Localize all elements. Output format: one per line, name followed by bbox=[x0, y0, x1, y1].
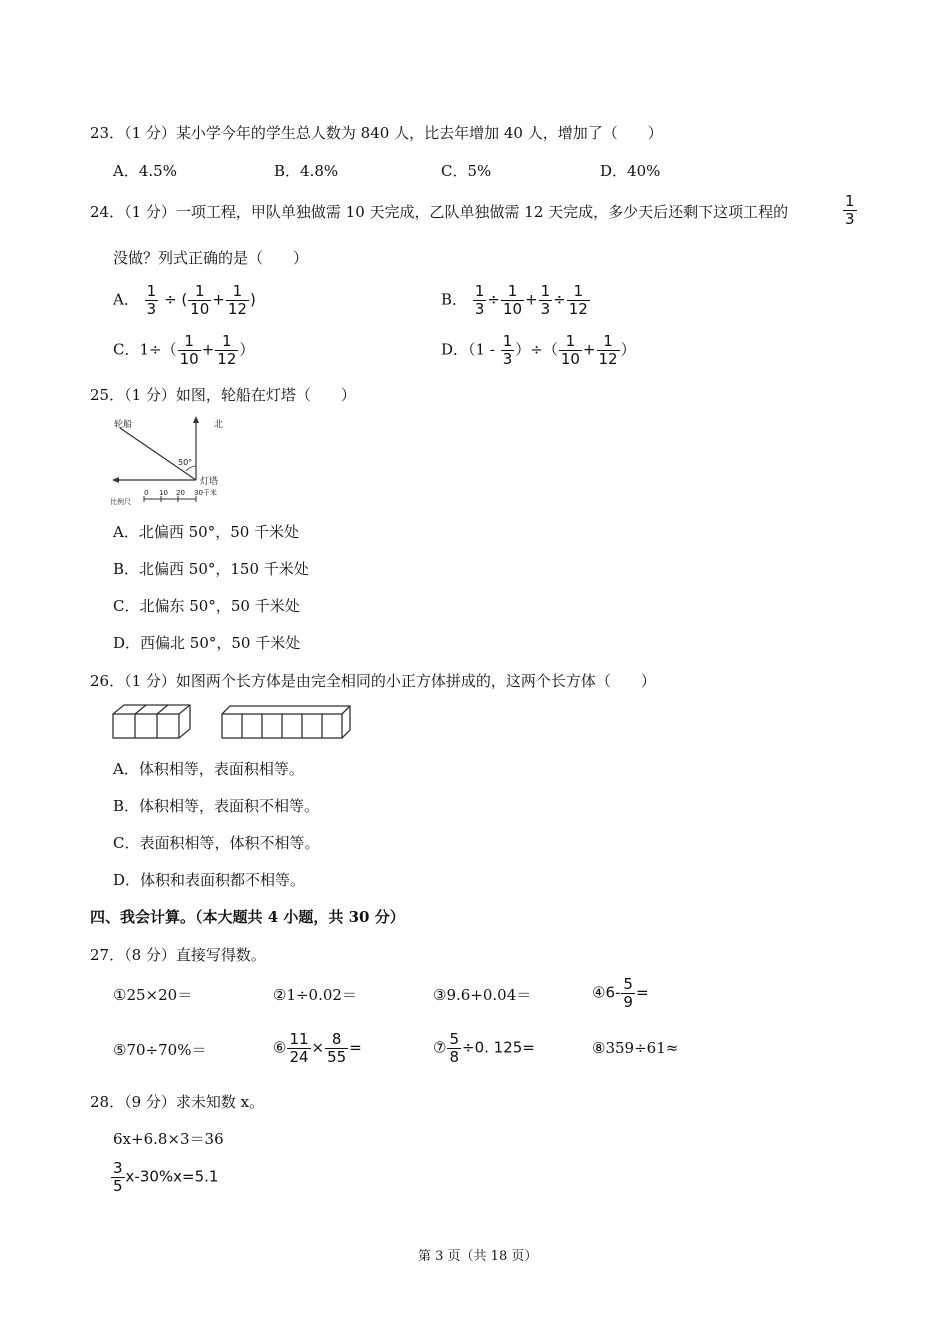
north-arrowhead bbox=[193, 416, 199, 423]
q23-option-d: D．40% bbox=[600, 162, 661, 180]
q24-option-b: B． $\frac{1}{3}$ ÷ $\frac{1}{10}$ + $\frac{1}{3}$ ÷ $\frac{1}{12}$ bbox=[441, 282, 588, 318]
q23-option-a: A．4.5% bbox=[113, 162, 177, 180]
q27-item-7: ⑦ $\frac{5}{8}$ ÷0. 125= bbox=[433, 1030, 535, 1066]
q23-option-b: B．4.8% bbox=[274, 162, 339, 180]
q28-stem: 28．（9 分）求未知数 x。 bbox=[90, 1093, 265, 1111]
q26-cuboids-figure bbox=[110, 702, 355, 744]
q26-option-b: B．体积相等，表面积不相等。 bbox=[113, 797, 320, 815]
q23-stem: 23．（1 分）某小学今年的学生总人数为 840 人，比去年增加 40 人，增加了（ ） bbox=[90, 124, 663, 142]
scale-tick-label-30: 30千米 bbox=[194, 489, 217, 497]
ship-label: 轮船 bbox=[114, 420, 133, 430]
q27-item-2: ②1÷0.02＝ bbox=[273, 986, 357, 1004]
scale-tick-label-0: 0 bbox=[144, 489, 149, 497]
q27-item-6: ⑥ $\frac{11}{24}$ × $\frac{8}{55}$ = bbox=[273, 1030, 362, 1066]
q25-option-a: A．北偏西 50°，50 千米处 bbox=[113, 523, 300, 541]
q26-stem: 26．（1 分）如图两个长方体是由完全相同的小正方体拼成的，这两个长方体（ ） bbox=[90, 672, 656, 690]
q27-stem: 27．（8 分）直接写得数。 bbox=[90, 946, 266, 964]
q26-option-a: A．体积相等，表面积相等。 bbox=[113, 760, 304, 778]
west-arrowhead bbox=[112, 477, 119, 483]
q25-option-c: C．北偏东 50°，50 千米处 bbox=[113, 597, 300, 615]
lighthouse-label: 灯塔 bbox=[200, 477, 219, 487]
cuboid-6-cubes bbox=[222, 706, 350, 738]
q27-item-4: ④6- $\frac{5}{9}$ = bbox=[592, 975, 649, 1011]
page-footer: 第 3 页（共 18 页） bbox=[418, 1249, 538, 1264]
q27-item-5: ⑤70÷70%＝ bbox=[113, 1041, 207, 1059]
q25-compass-figure bbox=[108, 414, 238, 510]
section-4-heading: 四、我会计算。（本大题共 4 小题，共 30 分） bbox=[90, 908, 405, 926]
q27-item-3: ③9.6+0.04＝ bbox=[433, 986, 532, 1004]
q26-option-d: D．体积和表面积都不相等。 bbox=[113, 871, 306, 889]
angle-label: 50° bbox=[178, 458, 193, 467]
q28-equation-1: 6x+6.8×3＝36 bbox=[113, 1130, 224, 1148]
q23-option-c: C．5% bbox=[441, 162, 492, 180]
q25-stem: 25．（1 分）如图，轮船在灯塔（ ） bbox=[90, 386, 356, 404]
q25-option-d: D．西偏北 50°，50 千米处 bbox=[113, 634, 301, 652]
q27-item-1: ①25×20＝ bbox=[113, 986, 193, 1004]
q27-item-8: ⑧359÷61≈ bbox=[592, 1039, 679, 1057]
q24-stem-line2: 没做？列式正确的是（ ） bbox=[113, 249, 309, 267]
q24-option-d: D．（1 - $\frac{1}{3}$ ）÷（ $\frac{1}{10}$ + $\frac{1}{12}$ ） bbox=[441, 332, 636, 368]
q28-equation-2: $\frac{3}{5}$ x-30%x=5.1 bbox=[113, 1159, 219, 1195]
q24-option-a: A． $\frac{1}{3}$ ÷ ( $\frac{1}{10}$ + $\frac{1}{12}$ ) bbox=[113, 282, 256, 318]
q25-option-b: B．北偏西 50°，150 千米处 bbox=[113, 560, 309, 578]
scale-label: 比例尺 bbox=[110, 498, 131, 506]
q26-option-c: C．表面积相等，体积不相等。 bbox=[113, 834, 320, 852]
q24-option-c: C．1÷（ $\frac{1}{10}$ + $\frac{1}{12}$ ） bbox=[113, 332, 255, 368]
scale-tick-label-20: 20 bbox=[176, 489, 185, 497]
scale-tick-label-10: 10 bbox=[159, 489, 168, 497]
ship-bearing-line bbox=[120, 428, 196, 480]
q24-stem-line1: 24．（1 分）一项工程，甲队单独做需 10 天完成，乙队单独做需 12 天完成，多少天后还剩下这项工程的 bbox=[90, 203, 789, 221]
north-label: 北 bbox=[214, 420, 224, 430]
cuboid-3-cubes bbox=[113, 705, 190, 738]
q24-stem-fraction: $\frac{1}{3}$ bbox=[845, 192, 855, 228]
